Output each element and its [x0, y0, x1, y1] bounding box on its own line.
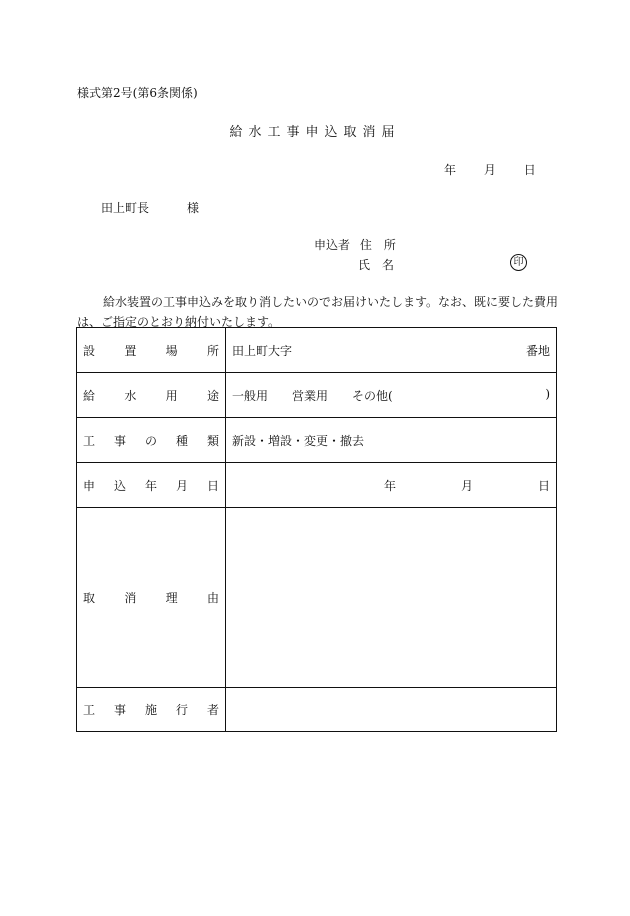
location-suffix: 番地: [525, 343, 550, 358]
contractor-field[interactable]: [226, 688, 557, 732]
address-label: 住 所: [359, 238, 396, 252]
app-date-month: 月: [460, 478, 473, 493]
application-date-field[interactable]: [226, 463, 557, 508]
form-number: 様式第2号(第6条関係): [77, 86, 198, 100]
app-date-day: 日: [537, 478, 550, 493]
row-contractor: [77, 688, 557, 732]
addressee-honorific: 様: [187, 201, 200, 215]
row-location: [77, 328, 557, 373]
statement-line-1: 給水装置の工事申込みを取り消したいのでお届けいたします。なお、既に要した費用: [103, 295, 559, 309]
date-day: 日: [523, 163, 536, 177]
applicant-name-line: [358, 256, 394, 273]
statement-line-2: は、ご指定のとおり納付いたします。: [77, 315, 281, 329]
row-application-date: [77, 463, 557, 508]
statement: [77, 292, 567, 332]
usage-options: 一般用 営業用 その他(: [232, 388, 393, 403]
submission-date: [444, 161, 536, 178]
work-type-label: 工事の種類: [77, 418, 226, 463]
app-date-year: 年: [383, 478, 396, 493]
form-title: 給水工事申込取消届: [229, 125, 401, 140]
work-type-field[interactable]: [226, 418, 557, 463]
addressee-name: 田上町長: [101, 201, 150, 215]
name-label-2: 名: [382, 258, 395, 272]
applicant-label: 申込者: [314, 238, 351, 252]
usage-close-paren: ): [545, 386, 550, 401]
location-field[interactable]: [226, 328, 557, 373]
addressee: [101, 199, 199, 216]
row-cancel-reason: [77, 508, 557, 688]
cancel-reason-label: 取消理由: [77, 508, 226, 688]
cancel-reason-field[interactable]: [226, 508, 557, 688]
location-label: 設置場所: [77, 328, 226, 373]
location-value: 田上町大字: [232, 343, 293, 358]
work-type-value: 新設・増設・変更・撤去: [232, 433, 365, 448]
detail-table: [76, 327, 557, 732]
contractor-label: 工事施行者: [77, 688, 226, 732]
application-date-label: 申込年月日: [77, 463, 226, 508]
row-work-type: [77, 418, 557, 463]
row-usage: [77, 373, 557, 418]
applicant-address-line: [314, 236, 396, 253]
seal-mark: 印: [510, 254, 527, 271]
name-label-1: 氏: [358, 258, 371, 272]
date-month: 月: [483, 163, 496, 177]
usage-label: 給水用途: [77, 373, 226, 418]
date-year: 年: [444, 163, 457, 177]
usage-field[interactable]: [226, 373, 557, 418]
